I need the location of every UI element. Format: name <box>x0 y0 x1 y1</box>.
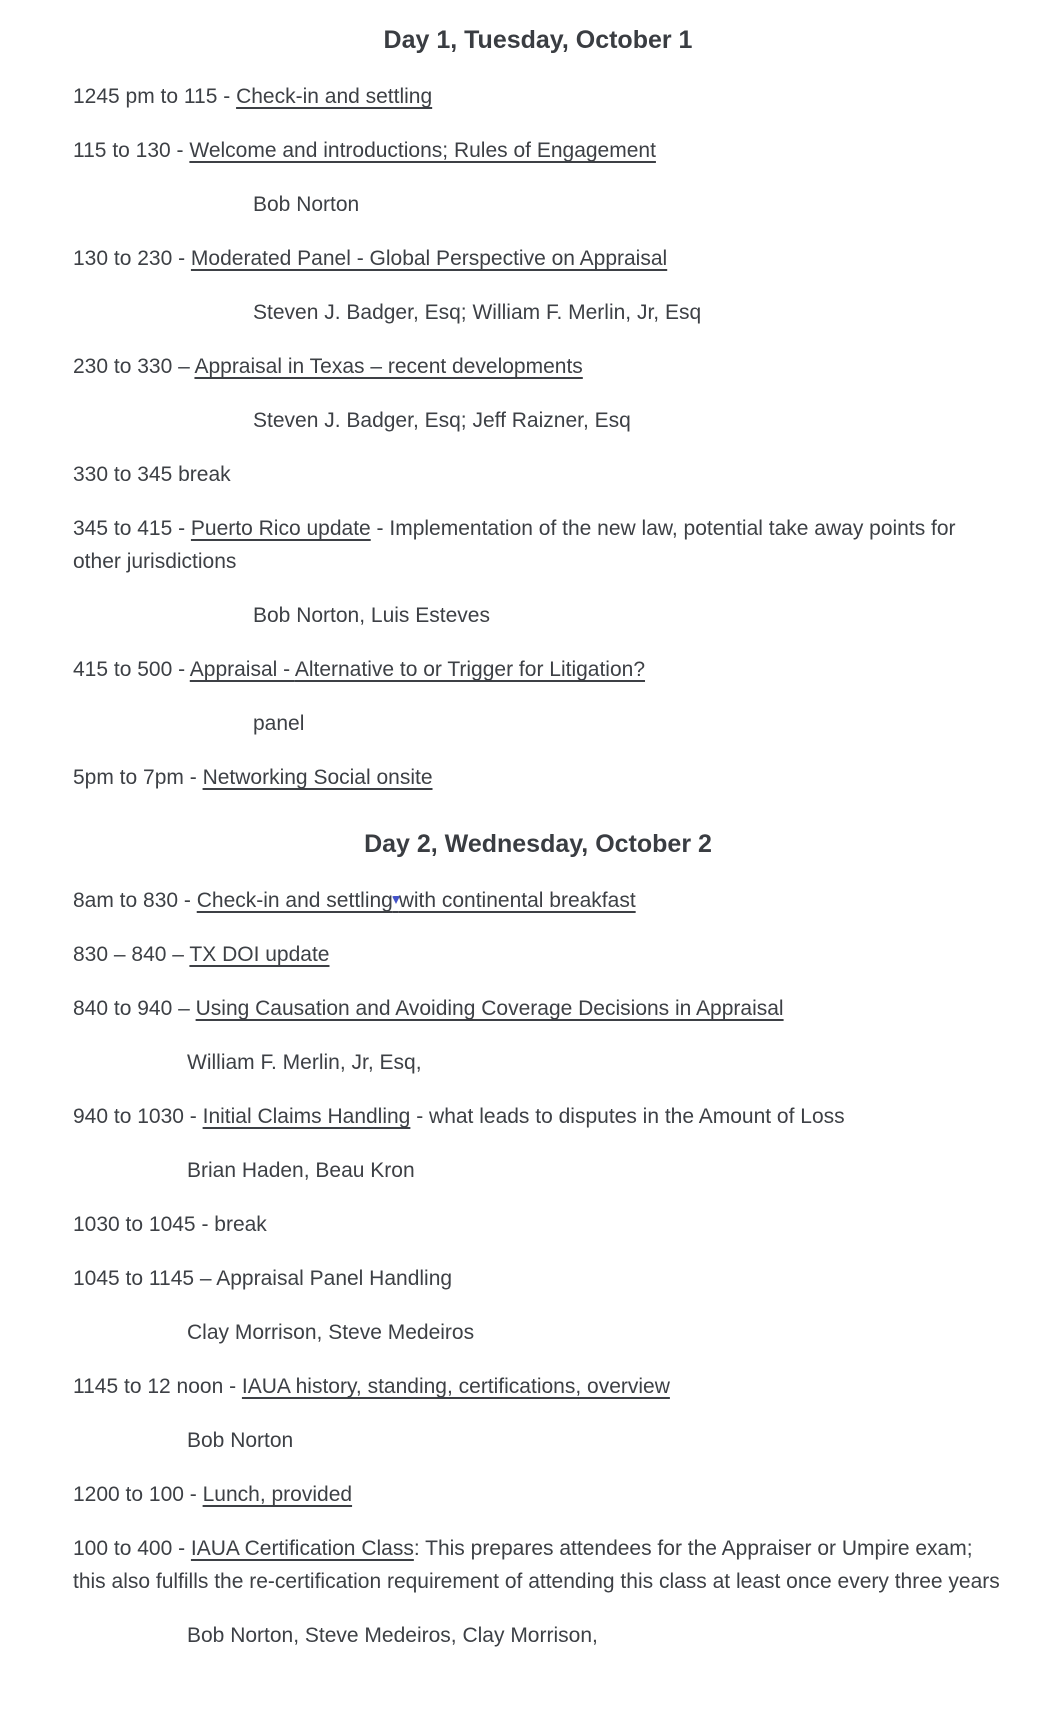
session-text: 1200 to 100 - <box>73 1483 203 1506</box>
session-text: 830 – 840 – <box>73 943 190 966</box>
day-section <box>73 22 1003 794</box>
session-line <box>73 458 1003 491</box>
session-topic: Appraisal in Texas – recent developments <box>194 355 583 378</box>
session-topic: Moderated Panel - Global Perspective on Appraisal <box>190 247 668 270</box>
session-topic: Alternative to or Trigger for Litigation? <box>294 658 646 681</box>
session-line <box>73 1478 1003 1511</box>
session-text: : This prepares attendees for the Appraiser or Umpire exam; this also fulfills the re-certification requirement of attending this class at least once every three years <box>73 1537 1000 1593</box>
session-topic: Appraisal - <box>189 658 295 681</box>
speaker-line: Steven J. Badger, Esq; William F. Merlin, Jr, Esq <box>253 301 702 324</box>
speaker-line: Bob Norton <box>253 193 360 216</box>
session-line <box>73 512 1003 578</box>
session-text: 100 to 400 - <box>73 1537 191 1560</box>
session-line <box>73 992 1003 1025</box>
session-topic: Using Causation and Avoiding Coverage Decisions in Appraisal <box>195 997 784 1020</box>
session-text: 840 to 940 – <box>73 997 196 1020</box>
session-text: - Implementation of the new law, potential take away points for other jurisdictions <box>73 517 956 573</box>
session-line <box>73 761 1003 794</box>
speaker-line: Steven J. Badger, Esq; Jeff Raizner, Esq <box>253 409 631 432</box>
session-text: 130 to 230 - <box>73 247 191 270</box>
session-text: 330 to 345 break <box>73 463 231 486</box>
session-text: 940 to 1030 - <box>73 1105 203 1128</box>
session-text: 345 to 415 - <box>73 517 191 540</box>
session-line <box>73 1262 1003 1295</box>
speaker-line: panel <box>253 712 305 735</box>
session-line <box>73 134 1003 167</box>
speaker-line: Bob Norton, Steve Medeiros, Clay Morrison, <box>187 1624 598 1647</box>
session-text: 1245 pm to 115 - <box>73 85 237 108</box>
session-text: 1030 to 1045 - break <box>73 1213 267 1236</box>
insertion-marker-icon <box>393 889 399 912</box>
session-topic: Check-in and settling <box>196 889 393 912</box>
session-text: 115 to 130 - <box>73 139 190 162</box>
session-topic: TX DOI update <box>189 943 330 966</box>
session-topic: Puerto Rico update <box>190 517 371 540</box>
speaker-line: William F. Merlin, Jr, Esq, <box>187 1051 422 1074</box>
session-line <box>73 884 1003 917</box>
session-line <box>73 938 1003 971</box>
session-topic: Networking Social onsite <box>202 766 433 789</box>
session-line <box>73 653 1003 686</box>
session-line <box>73 80 1003 113</box>
session-topic: with continental breakfast <box>398 889 636 912</box>
session-line <box>73 1532 1003 1598</box>
session-topic: Lunch, provided <box>202 1483 353 1506</box>
session-text: 8am to 830 - <box>73 889 197 912</box>
session-topic: Check-in and settling <box>236 85 433 108</box>
session-text: 1145 to 12 noon - <box>73 1375 242 1398</box>
session-topic: Welcome and introductions; Rules of Engagement <box>189 139 656 162</box>
session-line <box>73 1370 1003 1403</box>
session-topic: IAUA history, standing, certifications, overview <box>241 1375 670 1398</box>
day-section <box>73 826 1003 1652</box>
session-text: 1045 to 1145 – Appraisal Panel Handling <box>73 1267 453 1290</box>
session-line <box>73 1100 1003 1133</box>
session-text: 5pm to 7pm - <box>73 766 203 789</box>
session-line <box>73 242 1003 275</box>
session-line <box>73 350 1003 383</box>
session-text: - what leads to disputes in the Amount of Loss <box>410 1105 845 1128</box>
day-title: Day 1, Tuesday, October 1 <box>383 26 693 54</box>
session-text: 415 to 500 - <box>73 658 190 681</box>
speaker-line: Brian Haden, Beau Kron <box>187 1159 415 1182</box>
speaker-line: Clay Morrison, Steve Medeiros <box>187 1321 475 1344</box>
speaker-line: Bob Norton, Luis Esteves <box>253 604 490 627</box>
speaker-line: Bob Norton <box>187 1429 294 1452</box>
session-line <box>73 1208 1003 1241</box>
session-topic: Initial Claims Handling <box>202 1105 411 1128</box>
session-topic: IAUA Certification Class <box>190 1537 414 1560</box>
day-title: Day 2, Wednesday, October 2 <box>364 830 712 858</box>
session-text: 230 to 330 – <box>73 355 195 378</box>
